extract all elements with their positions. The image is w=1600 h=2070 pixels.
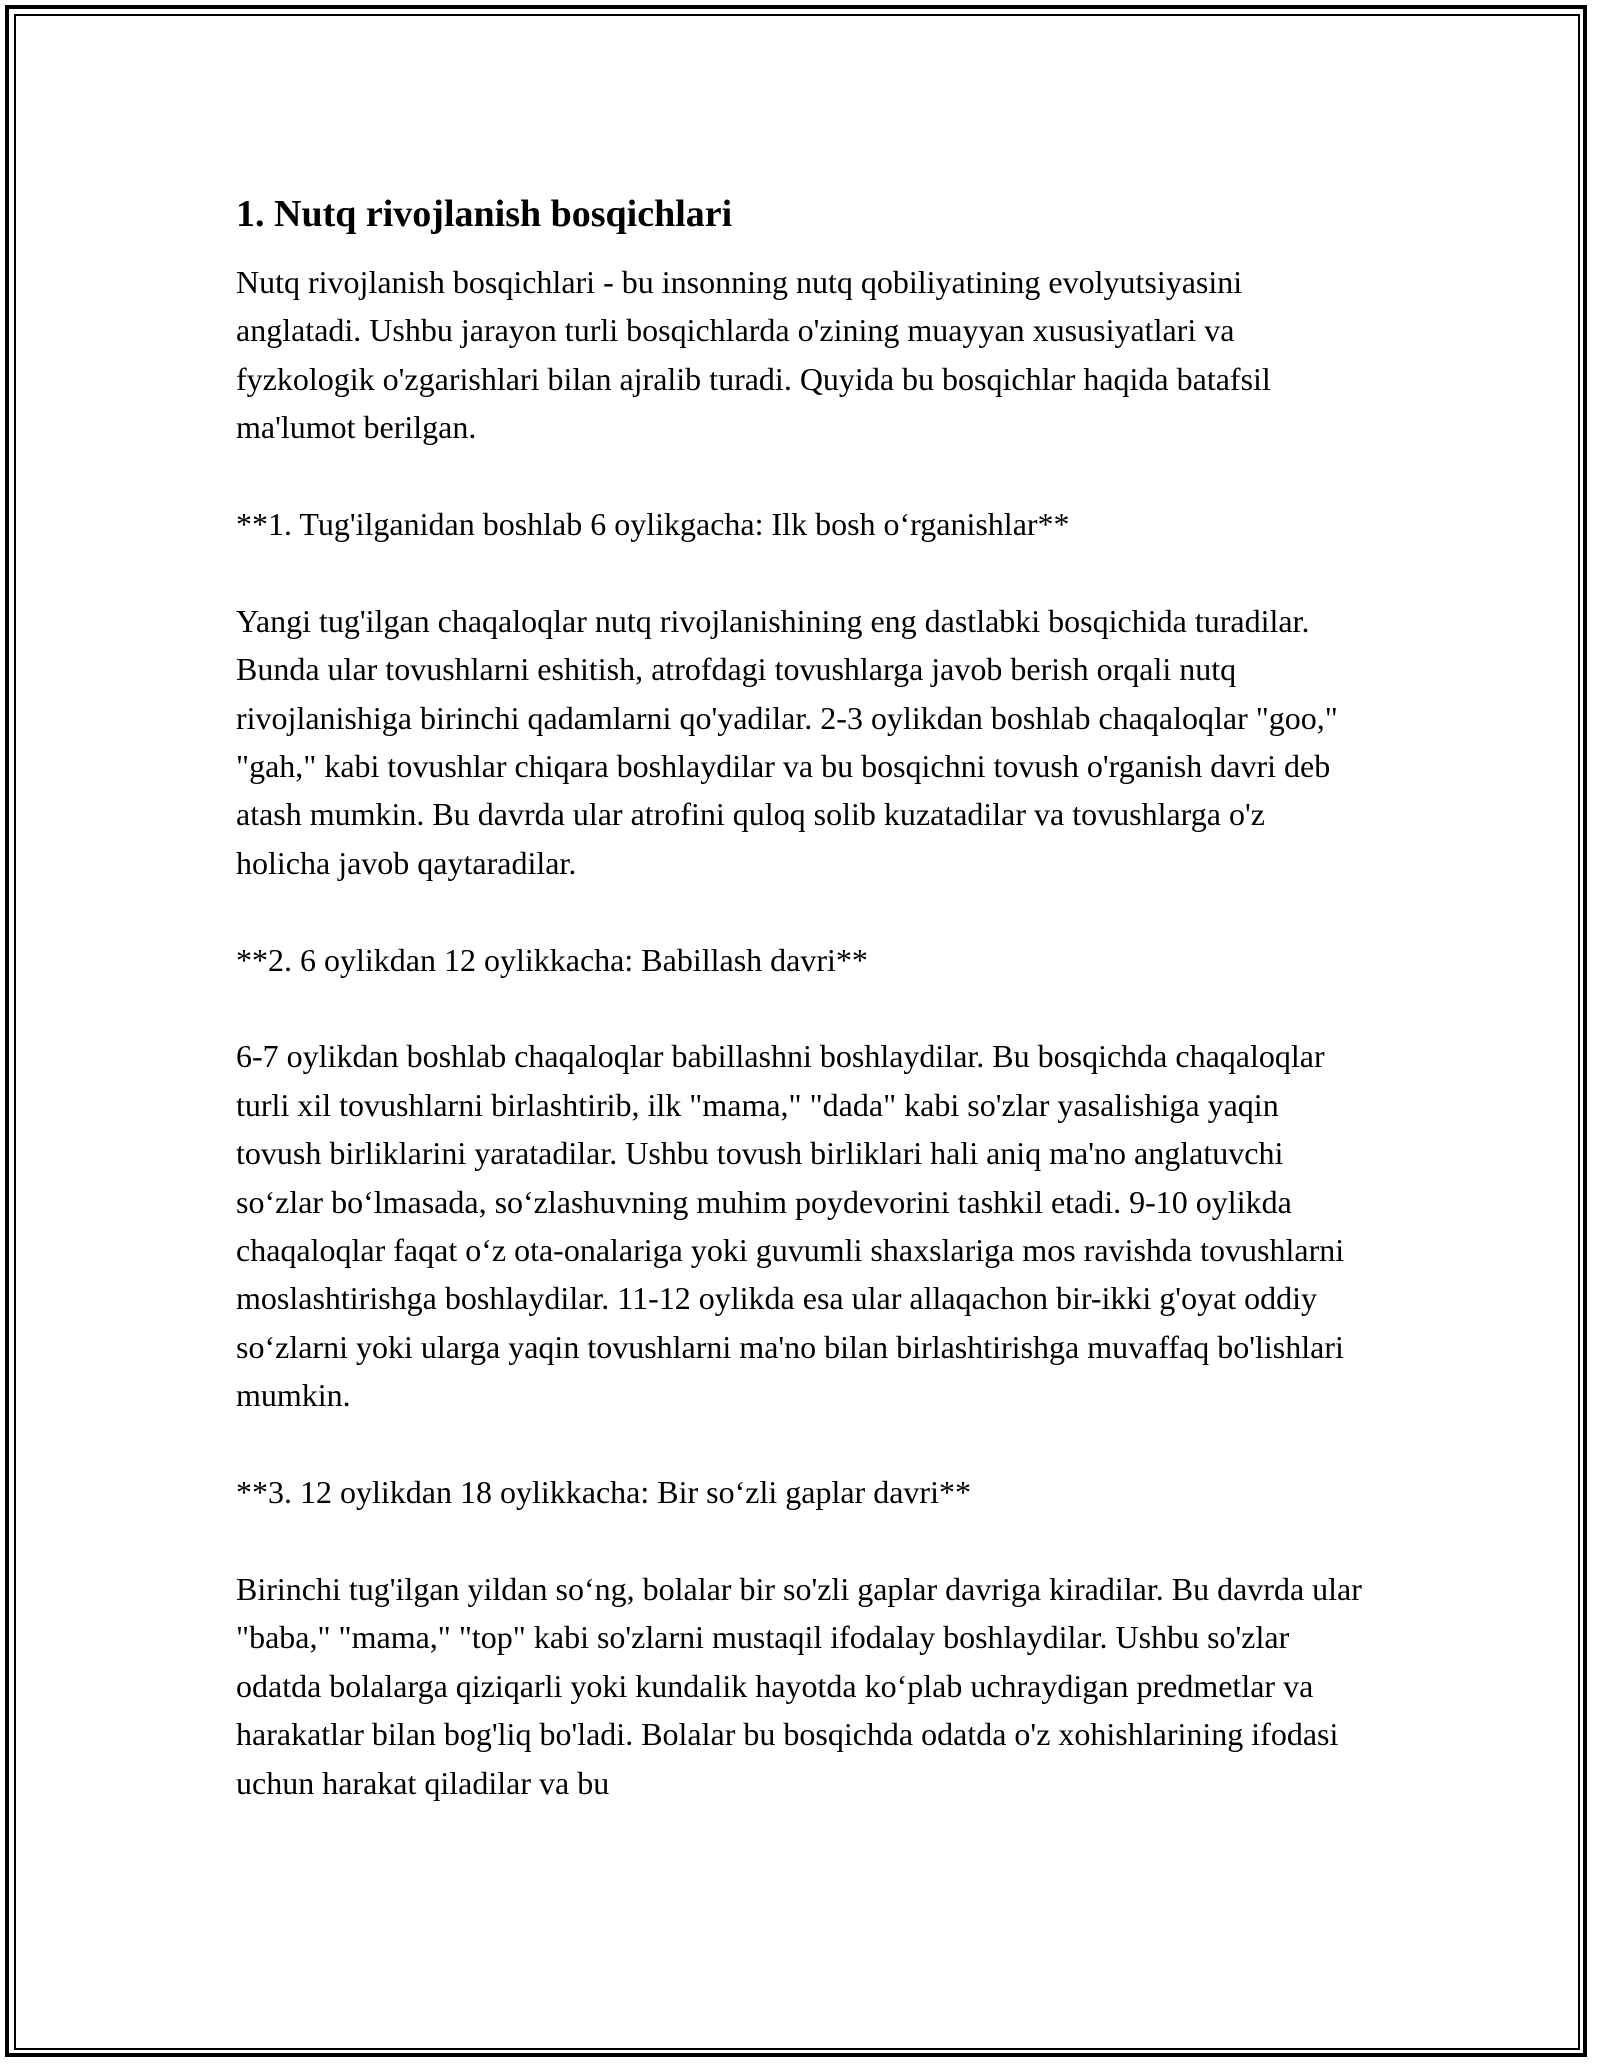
section-paragraph-3: Birinchi tug'ilgan yildan so‘ng, bolalar bir so'zli gaplar davriga kiradilar. Bu davrda ular "baba," "mama," "top" kabi so'zlarni mustaqil ifodalay boshlaydilar. Ushbu so'zlar odatda bolalarga qiziqarli yoki kundalik hayotda ko‘plab uchraydigan predmetlar va harakatlar bilan bog'liq bo'ladi. Bolalar bu bosqichda odatda o'z xohishlarining ifodasi uchun harakat qiladilar va bu — [236, 1570, 1362, 1801]
intro-paragraph: Nutq rivojlanish bosqichlari - bu insonning nutq qobiliyatining evolyutsiyasini anglatadi. Ushbu jarayon turli bosqichlarda o'zining muayyan xususiyatlari va fyzkologik o'zgarishlari bilan ajralib turadi. Quyida bu bosqichlar haqida batafsil ma'lumot berilgan. — [236, 264, 1271, 446]
section-heading-1: **1. Tug'ilganidan boshlab 6 oylikgacha: Ilk bosh o‘rganishlar** — [236, 506, 1070, 543]
page-title: 1. Nutq rivojlanish bosqichlari — [236, 193, 733, 235]
section-paragraph-1: Yangi tug'ilgan chaqaloqlar nutq rivojlanishining eng dastlabki bosqichida turadilar. Bunda ular tovushlarni eshitish, atrofdagi tovushlarga javob berish orqali nutq rivojlanishiga birinchi qadamlarni qo'yadilar. 2-3 oylikdan boshlab chaqaloqlar "goo," "gah," kabi tovushlar chiqara boshlaydilar va bu bosqichni tovush o'rganish davri deb atash mumkin. Bu davrda ular atrofini quloq solib kuzatadilar va tovushlarga o'z holicha javob qaytaradilar. — [236, 602, 1338, 881]
section-heading-2: **2. 6 oylikdan 12 oylikkacha: Babillash davri** — [236, 941, 868, 978]
document-body — [236, 188, 1366, 1807]
section-paragraph-2: 6-7 oylikdan boshlab chaqaloqlar babillashni boshlaydilar. Bu bosqichda chaqaloqlar turli xil tovushlarni birlashtirib, ilk "mama," "dada" kabi so'zlar yasalishiga yaqin tovush birliklarini yaratadilar. Ushbu tovush birliklari hali aniq ma'no anglatuvchi so‘zlar bo‘lmasada, so‘zlashuvning muhim poydevorini tashkil etadi. 9-10 oylikda chaqaloqlar faqat o‘z ota-onalariga yoki guvumli shaxslariga mos ravishda tovushlarni moslashtirishga boshlaydilar. 11-12 oylikda esa ular allaqachon bir-ikki g'oyat oddiy so‘zlarni yoki ularga yaqin tovushlarni ma'no bilan birlashtirishga muvaffaq bo'lishlari mumkin. — [236, 1038, 1345, 1414]
section-heading-3: **3. 12 oylikdan 18 oylikkacha: Bir so‘zli gaplar davri** — [236, 1474, 971, 1511]
